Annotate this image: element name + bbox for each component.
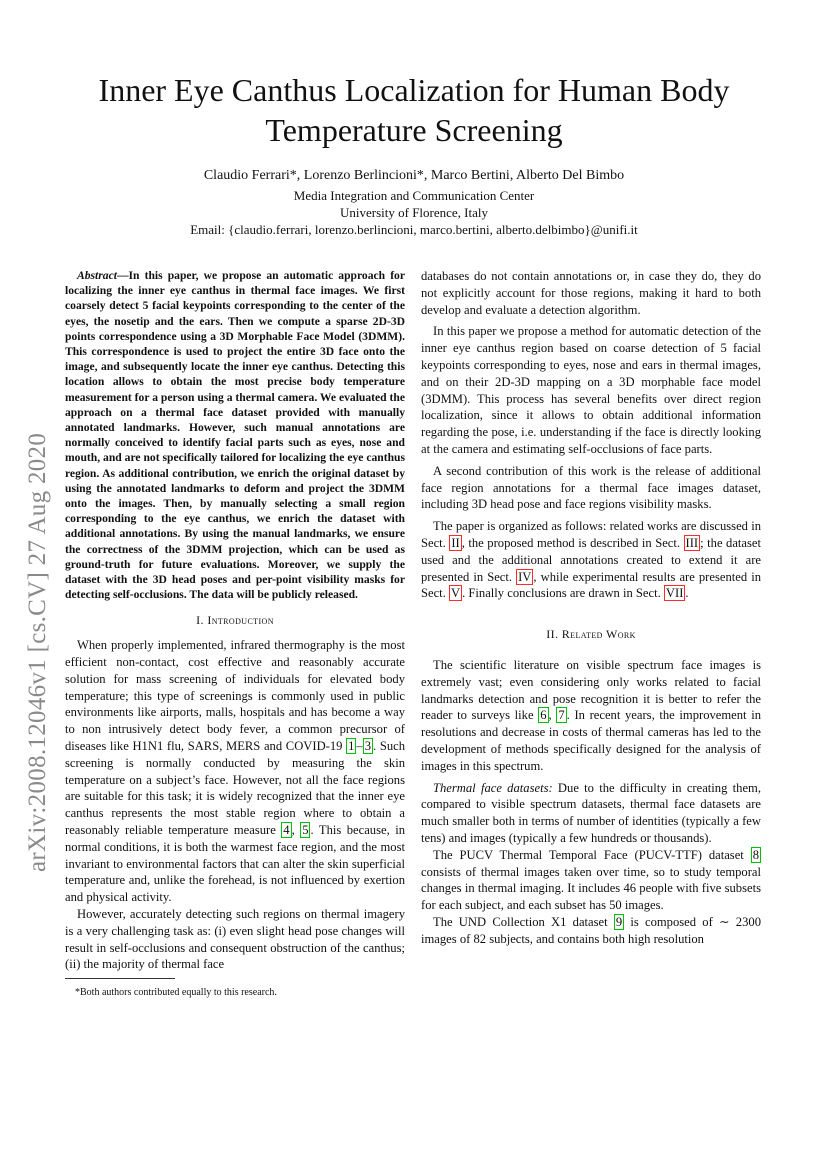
text-run: . bbox=[685, 586, 689, 601]
text-run: consists of thermal images taken over time, so to study temporal changes in thermal imaging. It includes 46 people with five subsets for each subject, and each subset has 50 images. bbox=[421, 864, 761, 913]
text-run: is composed of ∼ 2300 images of 82 subjects, and contains both high resolution bbox=[421, 914, 761, 946]
section-link[interactable]: III bbox=[685, 535, 699, 550]
section-heading-introduction bbox=[65, 612, 405, 629]
email-line: Email: {claudio.ferrari, lorenzo.berlincioni, marco.bertini, alberto.delbimbo}@unifi.it bbox=[190, 222, 638, 237]
runin-heading: Thermal face datasets: bbox=[433, 780, 553, 795]
citation-link[interactable]: 8 bbox=[752, 847, 759, 862]
related-paragraph-4 bbox=[421, 914, 761, 948]
text-run: . Finally conclusions are drawn in Sect. bbox=[462, 586, 664, 601]
section-link[interactable]: IV bbox=[518, 569, 532, 584]
intro-paragraph-4: A second contribution of this work is the release of additional face region annotations for a thermal face images dataset, including 3D head pose and face regions visibility masks. bbox=[421, 463, 761, 512]
abstract-text: —In this paper, we propose an automatic approach for localizing the inner eye canthus in thermal face images. We first coarsely detect 5 facial keypoints corresponding to the center of the eyes, the nosetip and the ears. Then we compute a sparse 2D-3D points correspondence using a 3D Morphable Face Model (3DMM). This correspondence is used to project the entire 3D face onto the image, and subsequently locate the inner eye canthus. Detecting this location allows to obtain the most precise body temperature measurement for a person using a thermal camera. We evaluated the approach on a thermal face dataset provided with manually annotated landmarks. However, such manual annotations are normally conceived to identify facial parts such as eyes, nose and mouth, and are not specifically tailored for localizing the eye canthus region. As additional contribution, we enrich the original dataset by using the annotated landmarks to deform and project the 3DMM onto the images. Then, by manually selecting a small region corresponding to the eye canthus, we enrich the dataset with additional annotations. By using the manual landmarks, we ensure the correctness of the 3DMM projection, which can be used as ground-truth for future evaluations. Moreover, we supply the dataset with the 3D head poses and per-point visibility masks for detecting self-occlusions. The data will be publicly released. bbox=[65, 269, 405, 602]
citation-link[interactable]: 6 bbox=[540, 708, 547, 723]
text-run: , bbox=[291, 823, 301, 838]
right-column bbox=[421, 268, 761, 947]
intro-paragraph-2: However, accurately detecting such regions on thermal imagery is a very challenging task as: (i) even slight head pose changes will result in self-occlusions and consequent obstruction of the canthus; (ii) the majority of thermal face bbox=[65, 907, 405, 972]
related-paragraph-3 bbox=[421, 847, 761, 914]
intro-paragraph-3: In this paper we propose a method for automatic detection of the inner eye canthus region based on coarse detection of 5 facial keypoints corresponding to eyes, nose and ears in thermal images, and on their 2D-3D mapping on a 3D morphable face model (3DMM). This process has several benefits over direct region localization, since it allows to obtain additional information regarding the pose, i.e. understanding if the face is directly looking at the camera and estimating self-occlusions of face parts. bbox=[421, 324, 761, 456]
footnote: *Both authors contributed equally to this research. bbox=[75, 987, 277, 998]
text-run: , bbox=[548, 708, 557, 723]
related-paragraph-2 bbox=[421, 780, 761, 847]
text-run: Due to the difficulty in creating them, compared to visible spectrum datasets, thermal face datasets are much smaller both in terms of number of identities (typically a few tens) and images (typically a few hundreds or thousands). bbox=[421, 780, 761, 845]
section-number: II. bbox=[546, 627, 562, 642]
section-name: Related Work bbox=[561, 627, 636, 642]
text-run: , the proposed method is described in Sect. bbox=[461, 535, 684, 550]
text-run: The paper is organized as follows: related works are discussed in Sect. bbox=[421, 519, 761, 550]
arxiv-stamp[interactable]: arXiv:2008.12046v1 [cs.CV] 27 Aug 2020 bbox=[24, 432, 51, 872]
section-number: I. bbox=[196, 613, 208, 628]
text-run: When properly implemented, infrared thermography is the most efficient non-contact, cost effective and reasonably accurate solution for mass screening of individuals for elevated body temperature; this type of screenings is commonly used in public environments like airports, malls, hospitals and has become a way to non intrusively detect body fever, a common precursor of diseases like H1N1 flu, SARS, MERS and COVID-19 bbox=[65, 638, 405, 754]
intro-paragraph-2-continued: databases do not contain annotations or, in case they do, they do not explicitly account for those regions, making it hard to both develop and evaluate a detection algorithm. bbox=[421, 269, 761, 317]
intro-paragraph-5 bbox=[421, 518, 761, 602]
abstract bbox=[65, 268, 405, 602]
section-link[interactable]: V bbox=[450, 586, 461, 601]
text-run: – bbox=[356, 739, 363, 754]
text-run: ; the dataset used and the additional annotations created to extend it are presented in Sect. bbox=[421, 535, 762, 584]
related-paragraph-1 bbox=[421, 657, 761, 775]
text-run: , while experimental results are presented in Sect. bbox=[421, 569, 762, 601]
citation-link[interactable]: 3 bbox=[364, 739, 372, 754]
footnote-divider bbox=[65, 978, 175, 979]
text-run: . In recent years, the improvement in resolutions and decrease in costs of thermal cameras has led to the development of methods specifically designed for the analysis of images in this spectrum. bbox=[421, 708, 762, 773]
citation-link[interactable]: 7 bbox=[558, 708, 565, 723]
affiliation-line-1: Media Integration and Communication Center bbox=[293, 188, 535, 203]
citation-link[interactable]: 4 bbox=[283, 823, 290, 838]
section-name: Introduction bbox=[207, 613, 274, 628]
text-run: . Such screening is normally conducted by measuring the skin temperature on a subject’s face. However, not all the face regions are suitable for this task; it is widely recognized that the inner eye canthus represents the most stable region where to obtain a reasonably reliable temperature measure bbox=[65, 739, 406, 838]
section-heading-related-work bbox=[421, 626, 761, 643]
section-link[interactable]: VII bbox=[665, 586, 684, 601]
text-run: . This because, in normal conditions, it is both the warmest face region, and the most invariant to environmental factors that can alter the skin superficial temperature and, unlike the forehead, is not influenced by exertion and physical activity. bbox=[65, 823, 405, 905]
intro-paragraph-1 bbox=[65, 637, 405, 906]
author-list: Claudio Ferrari*, Lorenzo Berlincioni*, Marco Bertini, Alberto Del Bimbo bbox=[203, 168, 625, 183]
citation-link[interactable]: 1 bbox=[348, 739, 355, 754]
text-run: The scientific literature on visible spectrum face images is extremely vast; even considering only works related to facial landmarks detection and pose recognition it is better to refer the reader to surveys like bbox=[421, 657, 761, 723]
section-link[interactable]: II bbox=[451, 535, 460, 550]
text-run: The PUCV Thermal Temporal Face (PUCV-TTF) dataset bbox=[433, 847, 751, 862]
abstract-lead: Abstract bbox=[77, 269, 117, 282]
text-run: The UND Collection X1 dataset bbox=[433, 914, 614, 929]
citation-link[interactable]: 5 bbox=[302, 823, 309, 838]
paper-title: Inner Eye Canthus Localization for Human Body Temperature Screening bbox=[98, 72, 730, 148]
affiliation-line-2: University of Florence, Italy bbox=[339, 205, 488, 220]
left-column bbox=[65, 268, 405, 973]
citation-link[interactable]: 9 bbox=[615, 914, 623, 929]
